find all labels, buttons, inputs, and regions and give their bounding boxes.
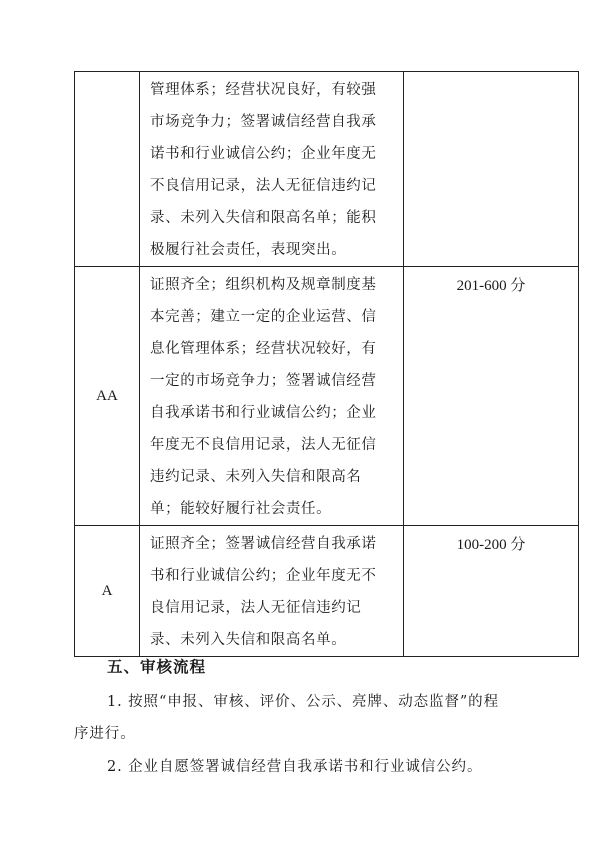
- table-row: [75, 72, 579, 267]
- criteria-line: 年度无不良信用记录，法人无征信: [150, 437, 377, 453]
- criteria-line: 诺书和行业诚信公约；企业年度无: [150, 146, 377, 162]
- criteria-line: 本完善；建立一定的企业运营、信: [150, 309, 377, 325]
- criteria-line: 自我承诺书和行业诚信公约；企业: [150, 405, 377, 421]
- criteria-line: 证照齐全；签署诚信经营自我承诺: [150, 536, 377, 552]
- criteria-line: 书和行业诚信公约；企业年度无不: [150, 568, 377, 584]
- grade-cell: AA: [75, 267, 140, 526]
- criteria-line: 违约记录、未列入失信和限高名: [150, 469, 362, 485]
- criteria-cell: [140, 526, 404, 657]
- score-cell: [404, 72, 579, 267]
- criteria-line: 不良信用记录，法人无征信违约记: [150, 178, 377, 194]
- grade-cell: [75, 72, 140, 267]
- score-cell: 100-200 分: [404, 526, 579, 657]
- criteria-line: 管理体系；经营状况良好，有较强: [150, 82, 377, 98]
- section-heading: 五、审核流程: [107, 657, 207, 676]
- criteria-line: 良信用记录，法人无征信违约记: [150, 600, 362, 616]
- criteria-line: 证照齐全；组织机构及规章制度基: [150, 277, 377, 293]
- criteria-line: 市场竞争力；签署诚信经营自我承: [150, 114, 377, 130]
- criteria-cell: [140, 267, 404, 526]
- paragraph-item-2: 2. 企业自愿签署诚信经营自我承诺书和行业诚信公约。: [107, 759, 483, 775]
- criteria-line: 录、未列入失信和限高名单；能积: [150, 210, 377, 226]
- criteria-line: 单；能较好履行社会责任。: [150, 501, 332, 517]
- table-row: [75, 526, 579, 657]
- criteria-line: 息化管理体系；经营状况较好，有: [150, 341, 377, 357]
- credit-rating-table: [74, 71, 579, 657]
- criteria-cell: [140, 72, 404, 267]
- score-cell: 201-600 分: [404, 267, 579, 526]
- grade-cell: A: [75, 526, 140, 657]
- table-row: [75, 267, 579, 526]
- criteria-line: 录、未列入失信和限高名单。: [150, 632, 347, 648]
- paragraph-item-1: 1. 按照“申报、审核、评价、公示、亮牌、动态监督”的程: [107, 694, 499, 710]
- criteria-line: 极履行社会责任，表现突出。: [150, 242, 347, 258]
- criteria-line: 一定的市场竞争力；签署诚信经营: [150, 373, 377, 389]
- paragraph-item-1-continued: 序进行。: [74, 726, 136, 742]
